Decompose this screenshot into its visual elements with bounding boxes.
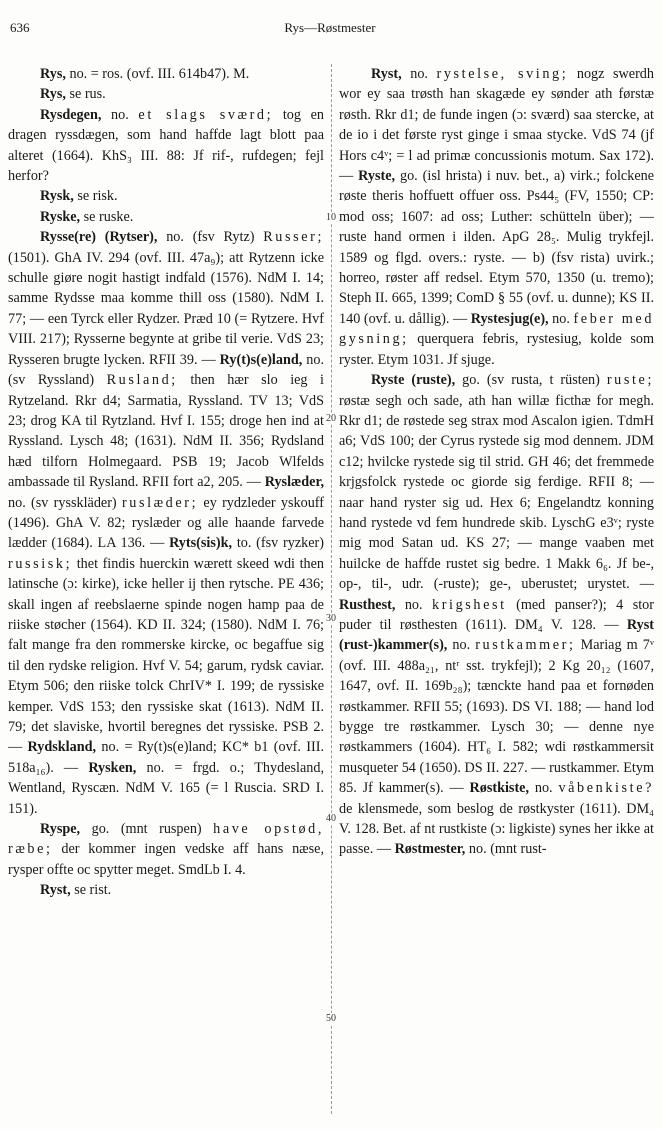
line-number-marker: 10 <box>326 212 336 223</box>
entry-text: no. = ros. (ovf. III. 614b47). M. <box>65 66 250 82</box>
entry-text: no. <box>447 637 476 654</box>
definition: krigshest <box>432 596 507 613</box>
headword: Rysk, <box>40 188 74 205</box>
headword: Rys, <box>40 86 66 103</box>
headword: Ryslæder, <box>264 474 324 491</box>
dictionary-entry-rysse <box>8 227 324 819</box>
page-number: 636 <box>10 20 30 35</box>
headword: Rysken, <box>88 759 137 776</box>
entry-text: go. (sv rusta, t rüsten) <box>455 372 607 389</box>
entry-text: Mariag m 7ᵛ (ovf. III. 488a₂₁, ntʳ sst. trykfejl); 2 Kg 20₁₂ (1607, 1647, ovf. II. 169b₂₈); tænckte hand paa et fornøden røstkammer. RFII 55; (1693). DS VI. 188; — hand lod bygge tre røstkammer. Lysch 30; — denne nye røstkammers (1604). HT₆ I. 582; wdi røstkammersit musqueter 54 (1650). DS II. 227. — rustkammer. Etym 85. Jf kammer(s). — <box>339 637 654 797</box>
headword: Ryste, <box>358 168 396 185</box>
entry-text: querquera febris, rystesiug, kolde som ryster. Etym 1031. Jf sjuge. <box>339 331 654 368</box>
headword: Rydskland, <box>27 739 97 756</box>
right-column <box>339 64 654 860</box>
headword: Ryts(sis)k, <box>169 535 233 552</box>
headword: Rysdegen, <box>40 106 102 123</box>
entry-text: ey rydzleder yskouff (1496). GhA V. 82; ryslæder og alle haande farvede lædder (1684). LA 136. — <box>8 494 325 552</box>
entry-text: de klensmede, som beslog de røstkyster (1611). DM₄ V. 128. Bet. af nt rustkiste (ɔ: ligkiste) synes her ikke at passe. — <box>339 800 654 858</box>
headword: Rys, <box>40 66 66 82</box>
entry-text: no. (sv rysskläder) <box>8 494 122 511</box>
entry-text: no. (sv Ryssland) <box>8 351 325 389</box>
entry-text: nogz swerdh wor ey saa trøsth han skagæde ey sønder ath førstæ røsth. Rkr d1; de funde ingen (ɔ: sværd) saa stercke, at de io i det første ryst ginge i smaa stycke. VdS 74 (jf Hors c4ᵛ; = l ad primæ concussionis motum. Sax 172). — <box>339 66 654 185</box>
dictionary-entry-ryske <box>8 207 324 227</box>
entry-text: no. <box>401 66 437 82</box>
dictionary-entry-rys-1 <box>8 64 324 84</box>
entry-text: no. = frgd. o.; Thydesland, Wentland, Ryscæn. NdM V. 165 (= l Ruscia. SRD I. 151). <box>8 759 324 817</box>
entry-text: no. <box>548 310 574 327</box>
entry-text: se rus. <box>65 86 106 103</box>
entry-text: (1501). GhA IV. 294 (ovf. III. 47a₉); att Rytzenn icke schulle giøre nogit hastigt indfald (1576). NdM I. 14; samme Rydsse maa komme thill oss (1580). NdM I. 77; — een Tyrck eller Rydzer. Præd 10 (= Rytzere. Hvf VIII. 217); Rysserne begynte at gribe til verie. VdS 23; Rysseren brugte lycken. RFII 39. — <box>8 249 324 368</box>
entry-text: no. <box>101 106 139 123</box>
headword: Ry(t)s(e)land, <box>219 351 303 368</box>
left-column <box>8 64 324 901</box>
headword: Rysse(re) (Rytser), <box>40 229 158 246</box>
dictionary-entry-ryst-crossref <box>8 880 324 900</box>
line-number-marker: 20 <box>326 413 336 424</box>
headword: Ryst, <box>371 66 402 82</box>
page-header <box>10 20 650 38</box>
definition: Russer; <box>263 229 324 246</box>
entry-text: se risk. <box>73 188 118 205</box>
dictionary-entry-ryste-ruste <box>339 370 654 860</box>
definition: rystelse, sving; <box>436 66 569 82</box>
definition: Rusland; <box>106 372 178 389</box>
dictionary-entry-rysk <box>8 186 324 206</box>
entry-text: to. (fsv ryzker) <box>232 535 324 552</box>
definition: våbenkiste? <box>558 780 655 797</box>
definition: feber med gysning; <box>339 310 655 348</box>
definition: rustkammer; <box>475 637 576 654</box>
entry-text: se ruske. <box>80 208 134 225</box>
entry-text: no. <box>395 596 433 613</box>
entry-text: no. (fsv Rytz) <box>157 229 264 246</box>
headword: Ryspe, <box>40 821 81 838</box>
entry-text: røstæ segh och sade, ath han willæ ficthæ for megh. Rkr d1; de røstede seg strax mod Ascalon igien. TdmH a6; VdS 100; der Cyrus rystede sig mod dennem. JDM c12; hvilcke rystede sig til strid. GH 46; det fremmede krjgsfolck rystede oc giorde sig ferdige. RFII 8; — naar hand ryster sig ud. Hex 6; Engelandtz konning hand rystede vd fem hundrede skib. LyschG e3ᵛ; ryste mig mod Satan ud. KS 27; — mange vaaben met huilcke de haffde rustet sig bedre. 1 Makk 6₆. Jf be-, op-, til-, udr. (-ruste); ge-, uberustet; urystet. — <box>339 392 654 593</box>
entry-text: thet findis huerckin wærett skeed wdi then latinsche (ɔ: kirke), icke heller ij then rytsche. PE 436; skall ingen af reebslaerne spinde nogen hamp paa de riiske støcher (1564). KD II. 324; (1580). NdM I. 76; falt mange fra den rommerske kircke, oc begaffue sig til den rydske religion. Hvf V. 54; garum, rydsk caviar. Etym 506; den riiske tolck ChrIV* I. 199; de ryssiske kemper. VdS 153; den ryssiske skat (1613). NdM II. 79; det slaviske, hvortil beregnes det ryssiske. PSB 2. — <box>8 555 324 756</box>
line-number-marker: 50 <box>326 1013 336 1024</box>
entry-text: der kommer ingen vedske aff hans næse, rysper offte oc spytter meget. SmdLb I. 4. <box>8 841 324 878</box>
entry-text: no. = Ry(t)s(e)land; KC* b1 (ovf. III. 518a₁₆). — <box>8 739 325 776</box>
headword: Rystesjug(e), <box>470 310 549 327</box>
entry-text: se rist. <box>70 882 112 899</box>
headword: Røstmester, <box>394 841 466 858</box>
definition: et slags sværd; <box>138 106 274 123</box>
dictionary-entry-rysdegen <box>8 105 324 187</box>
headword: Ryst, <box>40 882 71 899</box>
line-number-marker: 30 <box>326 613 336 624</box>
dictionary-entry-ryspe <box>8 819 324 880</box>
definition: russisk; <box>8 555 73 572</box>
headword: Røstkiste, <box>469 780 530 797</box>
headword: Ryst (rust-)kammer(s), <box>339 616 654 654</box>
dictionary-entry-rys-2 <box>8 84 324 104</box>
line-number-marker: 40 <box>326 813 336 824</box>
dictionary-entry-ryst <box>339 64 654 370</box>
headword: Ryske, <box>40 208 81 225</box>
entry-text: go. (mnt ruspen) <box>80 821 214 838</box>
headword: Ryste (ruste), <box>371 372 456 389</box>
definition: have opstød, ræbe; <box>8 821 324 858</box>
entry-text: no. (mnt rust- <box>465 841 547 858</box>
entry-text: go. (isl hrista) i nuv. bet., a) virk.; folckene røste theris hoffuett offuer oss. Ps44₅ (FV, 1550; CP: mod oss; 1607: ad oss; Luther: schütteln über); — ruste hand ormen i ilden. ApG 28₅. Mulig trykfejl. 1589 og flgd. overs.: ryste. — b) (fsv rista) uvirk.; horreo, røster aff redsel. Etym 570, 1350 (u. tremo); Steph II. 665, 1399; ComD § 55 (ovf. u. dunne); KS II. 140 (ovf. u. dållig). — <box>339 168 655 327</box>
entry-text: (med panser?); 4 stor puder til røsthesten (1611). DM₄ V. 128. — <box>339 596 654 633</box>
entry-text: then hær slo ieg i Rytzeland. Rkr d4; Sarmatia, Ryssland. TV 13; VdS 23; drog KA til Rytzland. Hvf I. 155; droge hen ind at Ryssland. Lysch 48; (1631). NdM II. 356; Rydsland hæd tilforn Holmegaard. PSB 19; Jacob Wlfelds ambassade til Rysland. RFII fort a2, 205. — <box>8 372 324 491</box>
entry-text: no. <box>529 780 559 797</box>
definition: ruste; <box>606 372 654 389</box>
running-head: Rys—Røstmester <box>284 20 376 35</box>
entry-text: tog en dragen ryssdægen, som hand haffde lagt blott paa alteret (1664). KhS₃ III. 88: Jf rif-, rufdegen; fejl herfor? <box>8 106 324 185</box>
headword: Rusthest, <box>339 596 396 613</box>
definition: ruslæder; <box>121 494 199 511</box>
